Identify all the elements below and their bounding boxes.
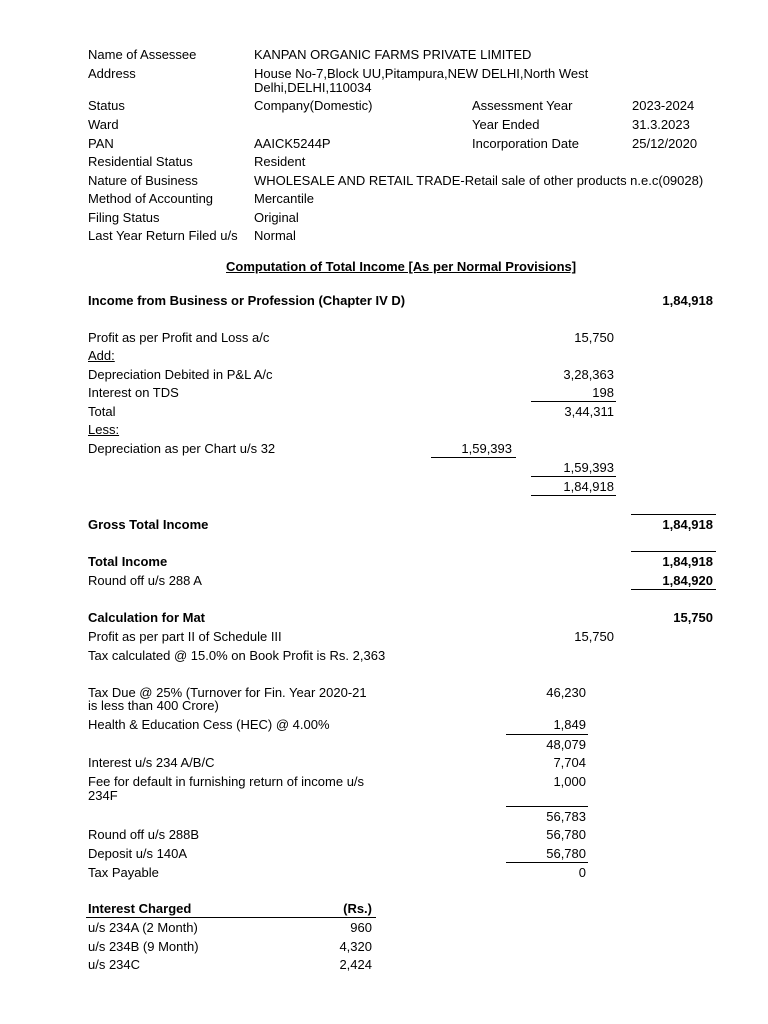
label-gross-total-income: Gross Total Income xyxy=(88,517,209,532)
mat-tax-note: Tax calculated @ 15.0% on Book Profit is Rs. 2,363 xyxy=(88,648,386,663)
label-depreciation-pl: Depreciation Debited in P&L A/c xyxy=(88,367,273,382)
divider xyxy=(531,495,616,496)
value-nature-of-business: WHOLESALE AND RETAIL TRADE-Retail sale of other products n.e.c(09028) xyxy=(254,173,704,188)
label-total: Total xyxy=(88,404,116,419)
label-nature-of-business: Nature of Business xyxy=(88,173,198,188)
label-method-of-accounting: Method of Accounting xyxy=(88,191,214,206)
value-calculation-for-mat: 15,750 xyxy=(673,610,713,625)
value-filing-status: Original xyxy=(254,210,299,225)
value-hec: 1,849 xyxy=(553,717,586,732)
label-total-income: Total Income xyxy=(88,554,168,569)
label-pan: PAN xyxy=(88,136,114,151)
label-last-year-return: Last Year Return Filed u/s xyxy=(88,228,238,243)
value-name-of-assessee: KANPAN ORGANIC FARMS PRIVATE LIMITED xyxy=(254,47,532,62)
value-status: Company(Domestic) xyxy=(254,98,373,113)
divider xyxy=(531,401,616,402)
value-last-year-return: Normal xyxy=(254,228,296,243)
interest-table-header-unit: (Rs.) xyxy=(343,901,372,916)
label-round-off-288a: Round off u/s 288 A xyxy=(88,573,202,588)
business-income-heading: Income from Business or Profession (Chapter IV D) xyxy=(88,293,406,308)
label-tax-due-line2: is less than 400 Crore) xyxy=(88,698,219,713)
interest-row-value: 2,424 xyxy=(339,957,372,972)
value-pan: AAICK5244P xyxy=(254,136,331,151)
label-incorporation-date: Incorporation Date xyxy=(472,136,579,151)
label-status: Status xyxy=(88,98,125,113)
label-year-ended: Year Ended xyxy=(472,117,540,132)
value-tax-total: 56,783 xyxy=(546,809,586,824)
label-ward: Ward xyxy=(88,117,119,132)
value-tax-payable: 0 xyxy=(578,865,586,880)
label-book-profit: Profit as per part II of Schedule III xyxy=(88,629,282,644)
value-residential-status: Resident xyxy=(254,154,306,169)
label-fee-234f-line1: Fee for default in furnishing return of income u/s xyxy=(88,774,365,789)
label-deposit-140a: Deposit u/s 140A xyxy=(88,846,188,861)
label-tax-due-line1: Tax Due @ 25% (Turnover for Fin. Year 2020-21 xyxy=(88,685,367,700)
divider xyxy=(531,476,616,477)
divider xyxy=(431,457,516,458)
divider xyxy=(506,862,588,863)
value-deposit-140a: 56,780 xyxy=(546,846,586,861)
value-book-profit: 15,750 xyxy=(574,629,614,644)
value-less-subtotal: 1,59,393 xyxy=(563,460,614,475)
value-business-net: 1,84,918 xyxy=(563,479,614,494)
value-depreciation-pl: 3,28,363 xyxy=(563,367,614,382)
interest-row-label: u/s 234B (9 Month) xyxy=(88,939,199,954)
value-year-ended: 31.3.2023 xyxy=(632,117,690,132)
label-filing-status: Filing Status xyxy=(88,210,160,225)
label-assessment-year: Assessment Year xyxy=(472,98,573,113)
label-interest-tds: Interest on TDS xyxy=(88,385,179,400)
divider xyxy=(631,589,716,590)
label-add: Add: xyxy=(88,348,115,363)
value-interest-tds: 198 xyxy=(592,385,614,400)
label-calculation-for-mat: Calculation for Mat xyxy=(88,610,206,625)
interest-row-value: 4,320 xyxy=(339,939,372,954)
divider xyxy=(631,551,716,552)
label-profit-pl: Profit as per Profit and Loss a/c xyxy=(88,330,270,345)
value-interest-234: 7,704 xyxy=(553,755,586,770)
value-address-line2: Delhi,DELHI,110034 xyxy=(254,80,372,95)
divider xyxy=(506,734,588,735)
value-round-off-288a: 1,84,920 xyxy=(662,573,713,588)
value-incorporation-date: 25/12/2020 xyxy=(632,136,698,151)
interest-row-label: u/s 234A (2 Month) xyxy=(88,920,198,935)
value-total: 3,44,311 xyxy=(564,404,614,419)
value-tax-subtotal: 48,079 xyxy=(546,737,586,752)
value-depreciation-chart: 1,59,393 xyxy=(461,441,512,456)
label-hec: Health & Education Cess (HEC) @ 4.00% xyxy=(88,717,330,732)
business-income-heading-total: 1,84,918 xyxy=(662,293,713,308)
divider xyxy=(506,806,588,807)
value-round-off-288b: 56,780 xyxy=(546,827,586,842)
value-method-of-accounting: Mercantile xyxy=(254,191,314,206)
value-gross-total-income: 1,84,918 xyxy=(662,517,713,532)
label-depreciation-chart: Depreciation as per Chart u/s 32 xyxy=(88,441,276,456)
interest-row-value: 960 xyxy=(350,920,372,935)
label-tax-payable: Tax Payable xyxy=(88,865,159,880)
value-fee-234f: 1,000 xyxy=(553,774,586,789)
label-fee-234f-line2: 234F xyxy=(88,788,118,803)
label-address: Address xyxy=(88,66,136,81)
value-assessment-year: 2023-2024 xyxy=(632,98,695,113)
value-tax-due: 46,230 xyxy=(546,685,586,700)
value-profit-pl: 15,750 xyxy=(574,330,614,345)
divider xyxy=(631,514,716,515)
divider xyxy=(86,917,376,918)
interest-row-label: u/s 234C xyxy=(88,957,141,972)
interest-table-header-label: Interest Charged xyxy=(88,901,192,916)
label-interest-234: Interest u/s 234 A/B/C xyxy=(88,755,215,770)
value-address-line1: House No-7,Block UU,Pitampura,NEW DELHI,North West xyxy=(254,66,589,81)
label-less: Less: xyxy=(88,422,120,437)
label-name-of-assessee: Name of Assessee xyxy=(88,47,197,62)
computation-title: Computation of Total Income [As per Normal Provisions] xyxy=(226,259,577,274)
label-round-off-288b: Round off u/s 288B xyxy=(88,827,200,842)
label-residential-status: Residential Status xyxy=(88,154,193,169)
value-total-income: 1,84,918 xyxy=(662,554,713,569)
